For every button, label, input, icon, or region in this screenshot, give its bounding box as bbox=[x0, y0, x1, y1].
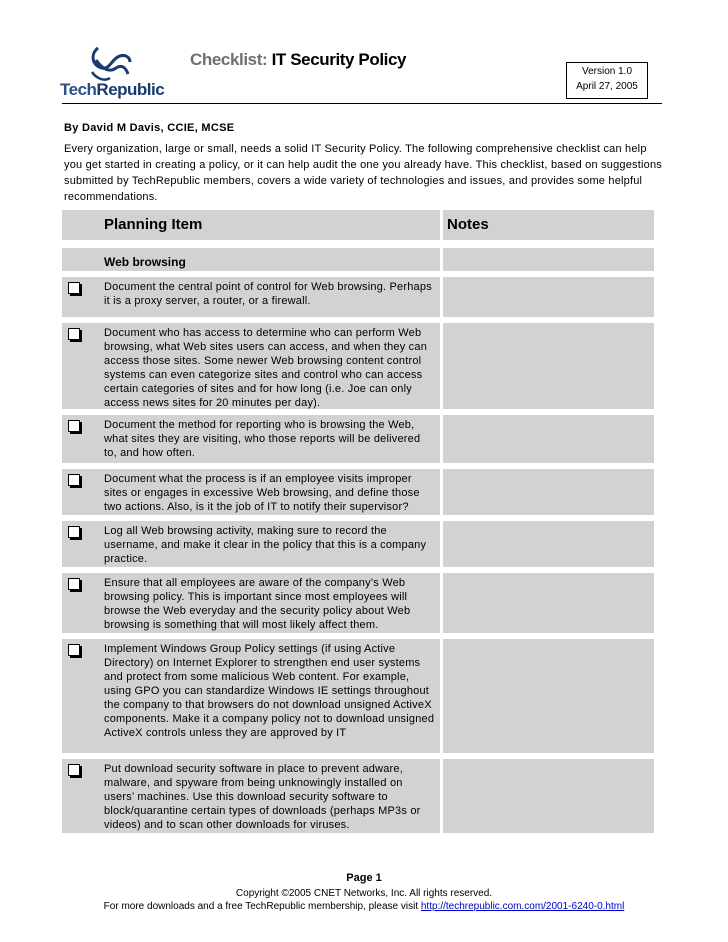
notes-cell[interactable] bbox=[440, 639, 654, 753]
section-row bbox=[62, 248, 654, 271]
checkbox-cell bbox=[62, 759, 96, 833]
planning-item-text: Document the method for reporting who is browsing the Web, what sites they are visiting, who those reports will be delivered to, and how often. bbox=[96, 415, 440, 463]
section-notes-cell bbox=[440, 248, 654, 271]
column-header-notes: Notes bbox=[447, 216, 489, 233]
table-row bbox=[62, 521, 654, 567]
table-header-row bbox=[62, 210, 654, 240]
checkbox-cell bbox=[62, 639, 96, 753]
notes-cell[interactable] bbox=[440, 573, 654, 633]
footer-more-line bbox=[0, 901, 728, 912]
checkbox-icon[interactable] bbox=[68, 282, 80, 294]
planning-item-text: Ensure that all employees are aware of the company’s Web browsing policy. This is important since most employees will browse the Web everyday and the security policy about Web browsing is something that will most likely affect them. bbox=[96, 573, 440, 633]
header-notes-cell bbox=[440, 210, 654, 240]
logo-text-tech: Tech bbox=[60, 80, 97, 99]
header-check-cell bbox=[62, 210, 96, 240]
section-check-cell bbox=[62, 248, 96, 271]
notes-cell[interactable] bbox=[440, 521, 654, 567]
logo-wordmark bbox=[60, 80, 164, 100]
table-row bbox=[62, 759, 654, 833]
section-title: Web browsing bbox=[104, 255, 186, 269]
header-item-cell bbox=[96, 210, 440, 240]
planning-item-text: Document the central point of control for Web browsing. Perhaps it is a proxy server, a router, or a firewall. bbox=[96, 277, 440, 317]
version-date: April 27, 2005 bbox=[576, 81, 638, 92]
checkbox-icon[interactable] bbox=[68, 526, 80, 538]
table-row bbox=[62, 277, 654, 317]
checkbox-icon[interactable] bbox=[68, 328, 80, 340]
checkbox-cell bbox=[62, 469, 96, 515]
techrepublic-link[interactable]: http://techrepublic.com.com/2001-6240-0.html bbox=[420, 901, 625, 912]
notes-cell[interactable] bbox=[440, 415, 654, 463]
logo-swirl-icon bbox=[86, 44, 132, 84]
logo-text-republic: Republic bbox=[96, 80, 165, 99]
checklist-table bbox=[62, 210, 654, 833]
techrepublic-logo bbox=[60, 44, 190, 102]
page-title bbox=[190, 50, 406, 70]
checkbox-icon[interactable] bbox=[68, 644, 80, 656]
planning-item-text: Implement Windows Group Policy settings (if using Active Directory) on Internet Explorer to strengthen end user systems and protect from some malicious Web content. For example, using GPO you can standardize Windows IE settings throughout the company to that browsers do not download unsigned ActiveX components. Make it a company policy not to download unsigned ActiveX controls unless they are approved by IT bbox=[96, 639, 440, 753]
notes-cell[interactable] bbox=[440, 469, 654, 515]
version-label: Version 1.0 bbox=[581, 66, 633, 77]
planning-item-text: Log all Web browsing activity, making sure to record the username, and make it clear in the policy that this is a company practice. bbox=[96, 521, 440, 567]
column-header-planning-item: Planning Item bbox=[104, 216, 203, 233]
planning-item-text: Put download security software in place to prevent adware, malware, and spyware from being unknowingly installed on users’ machines. Use this download security software to block/quarantine certain types of downloads (perhaps MP3s or videos) and to scan other downloads for viruses. bbox=[96, 759, 440, 833]
planning-item-text: Document what the process is if an employee visits improper sites or engages in excessive Web browsing, and define those two actions. Also, is it the job of IT to notify their supervisor? bbox=[96, 469, 440, 515]
notes-cell[interactable] bbox=[440, 277, 654, 317]
checkbox-icon[interactable] bbox=[68, 474, 80, 486]
checkbox-cell bbox=[62, 415, 96, 463]
notes-cell[interactable] bbox=[440, 759, 654, 833]
checkbox-cell bbox=[62, 573, 96, 633]
title-main: IT Security Policy bbox=[267, 50, 407, 69]
table-row bbox=[62, 639, 654, 753]
checkbox-cell bbox=[62, 521, 96, 567]
table-row bbox=[62, 323, 654, 409]
notes-cell[interactable] bbox=[440, 323, 654, 409]
header-rule bbox=[62, 103, 662, 104]
copyright-notice: Copyright ©2005 CNET Networks, Inc. All rights reserved. bbox=[235, 888, 493, 899]
footer-more-text: For more downloads and a free TechRepublic membership, please visit bbox=[103, 901, 421, 912]
page-number: Page 1 bbox=[346, 872, 382, 884]
page-header bbox=[0, 0, 728, 112]
version-box bbox=[566, 62, 648, 99]
table-row bbox=[62, 469, 654, 515]
intro-paragraph: Every organization, large or small, needs a solid IT Security Policy. The following comprehensive checklist can help you get started in creating a policy, or it can help audit the one you already have. This checklist, based on suggestions submitted by TechRepublic members, covers a wide variety of technologies and issues, and provides some helpful recommendations. bbox=[64, 143, 662, 203]
author-line: By David M Davis, CCIE, MCSE bbox=[64, 122, 235, 134]
checkbox-icon[interactable] bbox=[68, 578, 80, 590]
table-row bbox=[62, 573, 654, 633]
checkbox-icon[interactable] bbox=[68, 764, 80, 776]
checkbox-cell bbox=[62, 277, 96, 317]
planning-item-text: Document who has access to determine who can perform Web browsing, what Web sites users can access, and when they can access those sites. Some newer Web browsing content control systems can even categorize sites and control who can access certain categories of sites and for how long (i.e. Joe can only access news sites for 20 minutes per day). bbox=[96, 323, 440, 409]
checkbox-icon[interactable] bbox=[68, 420, 80, 432]
checkbox-cell bbox=[62, 323, 96, 409]
table-row bbox=[62, 415, 654, 463]
title-prefix: Checklist: bbox=[190, 50, 268, 69]
